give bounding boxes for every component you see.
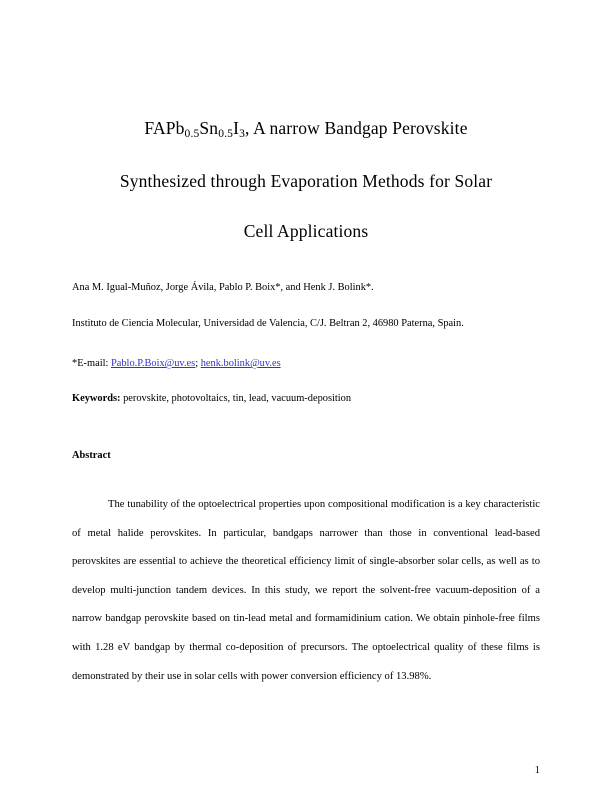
title-formula-mid-1: Sn (199, 118, 219, 138)
title-line-2: Synthesized through Evaporation Methods for Solar (119, 171, 493, 191)
keywords-label: Keywords: (72, 393, 121, 404)
keywords-value: perovskite, photovoltaics, tin, lead, vacuum-deposition (120, 393, 352, 404)
affiliation: Instituto de Ciencia Molecular, Universidad de Valencia, C/J. Beltran 2, 46980 Paterna, Spain. (72, 318, 464, 329)
page-title (72, 103, 540, 256)
corresponding-email-line (72, 357, 540, 371)
title-subscript-2: 0.5 (218, 128, 234, 141)
abstract-heading: Abstract (72, 450, 111, 461)
keywords-line (72, 392, 540, 406)
title-line-1 (72, 103, 540, 156)
author-list: Ana M. Igual-Muñoz, Jorge Ávila, Pablo P. Boix*, and Henk J. Bolink*. (72, 282, 374, 293)
email-label: *E-mail: (72, 358, 111, 369)
title-formula-prefix: FAPb (144, 118, 185, 138)
title-formula-mid-2: I (233, 118, 240, 138)
title-subscript-3: 3 (239, 128, 246, 141)
abstract-body: The tunability of the optoelectrical properties upon compositional modification is a key characteristic of metal halide perovskites. In particular, bandgaps narrower than those in conventional lead-based perovskites are essential to achieve the theoretical efficiency limit of single-absorber solar cells, as well as to develop multi-junction tandem devices. In this study, we report the solvent-free vacuum-deposition of a narrow bandgap perovskite based on tin-lead metal and formamidinium cation. We obtain pinhole-free films with 1.28 eV bandgap by thermal co-deposition of precursors. The optoelectrical quality of these films is demonstrated by their use in solar cells with power conversion efficiency of 13.98%. (72, 499, 540, 682)
email-link-bolink[interactable]: henk.bolink@uv.es (200, 358, 281, 369)
page-number: 1 (534, 765, 540, 776)
title-line-1-suffix: , A narrow Bandgap Perovskite (245, 118, 468, 138)
email-separator: ; (195, 358, 201, 369)
title-subscript-1: 0.5 (184, 128, 200, 141)
email-link-boix[interactable]: Pablo.P.Boix@uv.es (110, 358, 196, 369)
title-line-3: Cell Applications (243, 221, 369, 241)
